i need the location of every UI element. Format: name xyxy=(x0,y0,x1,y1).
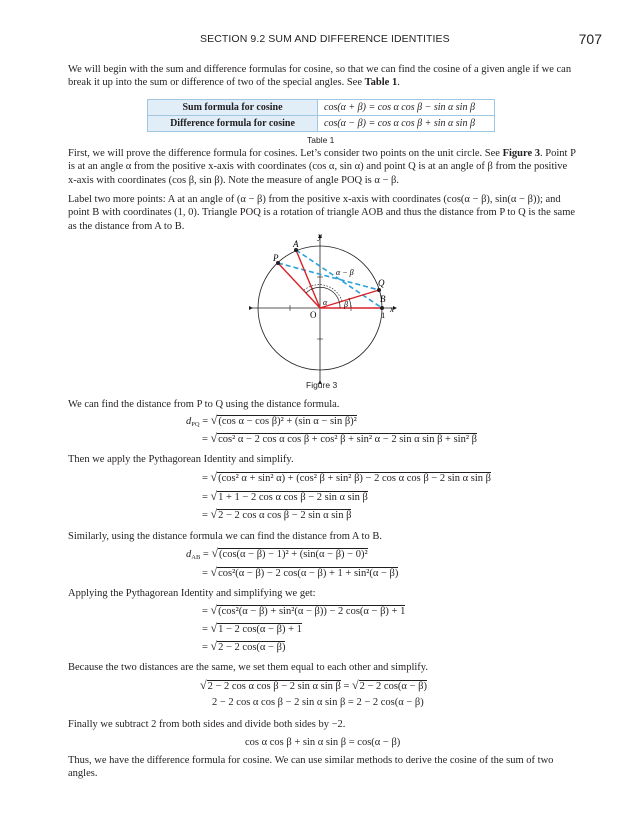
eq-pq-simplify-line1: = √(cos² α + sin² α) + (cos² β + sin² β) − 2 cos α cos β − 2 sin α sin β xyxy=(202,470,491,484)
subtract-divide-intro: Finally we subtract 2 from both sides and divide both sides by −2. xyxy=(68,719,346,730)
unit-circle-figure xyxy=(245,228,405,388)
label-a: A xyxy=(293,239,299,249)
pythagorean-step-intro: Then we apply the Pythagorean Identity and simplify. xyxy=(68,454,294,465)
label-q: Q xyxy=(378,278,385,288)
cosine-formula-table xyxy=(147,99,495,132)
label-diff: α − β xyxy=(336,268,354,277)
page-header xyxy=(200,31,602,47)
eq-difference-formula-result: cos α cos β + sin α sin β = cos(α − β) xyxy=(245,737,401,748)
distance-pq-intro: We can find the distance from P to Q using the distance formula. xyxy=(68,399,340,410)
eq-ab-simplify-line1: = √(cos²(α − β) + sin²(α − β)) − 2 cos(α − β) + 1 xyxy=(202,603,406,617)
eq-pq-simplify-line2: = √1 + 1 − 2 cos α cos β − 2 sin α sin β xyxy=(202,489,368,503)
label-beta: β xyxy=(344,300,348,309)
distance-ab-intro: Similarly, using the distance formula we can find the distance from A to B. xyxy=(68,531,382,542)
label-y: y xyxy=(318,231,322,241)
intro-paragraph: We will begin with the sum and difference formulas for cosine, so that we can find the cosine of a given angle if we can break it up into the sum or difference of two of the special angles. See Table 1. xyxy=(68,64,572,89)
label-x: x xyxy=(390,304,394,314)
conclusion-paragraph: Thus, we have the difference formula for cosine. We can use similar methods to derive the cosine of the sum of two angles. xyxy=(68,755,554,780)
chord-p-q xyxy=(278,263,379,290)
chord-a-b xyxy=(296,250,382,308)
proof-paragraph-2: Label two more points: A at an angle of (α − β) from the positive x-axis with coordinates (cos(α − β), sin(α − β)); and point B with coordinates (1, 0). Triangle POQ is a rotation of triangle AOB and thus the distance from P to Q is the same as the distance from A to B. xyxy=(68,194,576,232)
label-p: P xyxy=(273,253,279,263)
table-caption: Table 1 xyxy=(307,135,335,145)
table-reference: Table 1 xyxy=(364,77,398,89)
table-row-label: Sum formula for cosine xyxy=(148,100,318,116)
section-title: SECTION 9.2 SUM AND DIFFERENCE IDENTITIES xyxy=(200,33,450,45)
set-equal-intro: Because the two distances are the same, we set them equal to each other and simplify. xyxy=(68,662,428,673)
figure-reference: Figure 3 xyxy=(502,148,541,159)
eq-set-equal-line2: 2 − 2 cos α cos β − 2 sin α sin β = 2 − 2 cos(α − β) xyxy=(212,697,424,708)
label-alpha: α xyxy=(323,298,328,307)
eq-pq-simplify-line3: = √2 − 2 cos α cos β − 2 sin α sin β xyxy=(202,507,352,521)
ab-simplify-intro: Applying the Pythagorean Identity and simplifying we get: xyxy=(68,588,316,599)
figure-caption: Figure 3 xyxy=(306,380,338,390)
eq-dpq-line2: = √cos² α − 2 cos α cos β + cos² β + sin² α − 2 sin α sin β + sin² β xyxy=(202,431,477,445)
radius-op xyxy=(278,263,320,308)
table-row xyxy=(148,116,495,132)
intro-text: We will begin with the sum and difference formulas for cosine, so that we can find the cosine of a given angle if we can break it up into the sum or difference of two of the special angles. See xyxy=(68,64,572,89)
table-row-formula: cos(α + β) = cos α cos β − sin α sin β xyxy=(318,100,495,116)
table-row xyxy=(148,100,495,116)
eq-ab-simplify-line3: = √2 − 2 cos(α − β) xyxy=(202,639,286,653)
label-origin: O xyxy=(310,310,317,320)
proof-paragraph-1: First, we will prove the difference formula for cosines. Let’s consider two points on the unit circle. See Figure 3. Point P is at an angle α from the positive x-axis with coordinates (cos α, sin α) and point Q is at an angle of β from the positive x-axis with coordinates (cos β, sin β). Note the measure of angle POQ is α − β. xyxy=(68,148,576,186)
label-one: 1 xyxy=(381,310,386,320)
page-number: 707 xyxy=(578,31,602,47)
eq-dab-line1: $d_{AB} = √(\cos(\alpha - \beta) - 1)^2 + (\sin(\alpha - \beta) - 0)^2$ xyxy=(186,546,368,561)
table-row-formula: cos(α − β) = cos α cos β + sin α sin β xyxy=(318,116,495,132)
eq-dab-line2: = √cos²(α − β) − 2 cos(α − β) + 1 + sin²(α − β) xyxy=(202,565,399,579)
radius-oa xyxy=(296,250,320,308)
eq-dpq-line1: $d_{PQ} = √(\cos$ α − cos β)² + (sin α − sin β)² xyxy=(186,413,357,428)
eq-ab-simplify-line2: = √1 − 2 cos(α − β) + 1 xyxy=(202,621,302,635)
point-q xyxy=(377,288,381,292)
label-b: B xyxy=(380,294,386,304)
table-row-label: Difference formula for cosine xyxy=(148,116,318,132)
eq-set-equal-line1: √2 − 2 cos α cos β − 2 sin α sin β = √2 − 2 cos(α − β) xyxy=(200,678,427,692)
